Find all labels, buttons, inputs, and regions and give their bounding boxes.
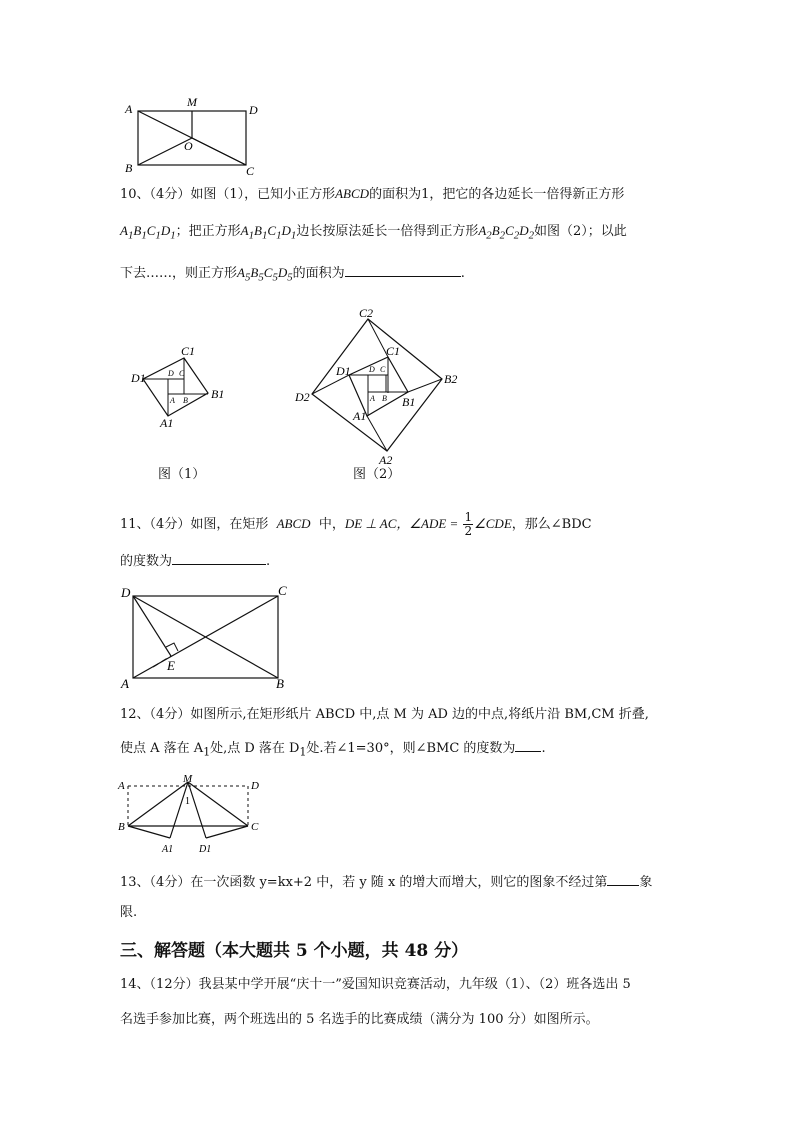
question-score: （4分） <box>149 187 191 202</box>
label-e: E <box>167 658 175 673</box>
question-number: 13、 <box>120 875 150 890</box>
q10-figure-1 <box>125 340 235 430</box>
label-b: B <box>125 161 133 175</box>
label-o: O <box>184 139 193 153</box>
q14-line2: 名选手参加比赛，两个班选出的 5 名选手的比赛成绩（满分为 100 分）如图所示。 <box>120 1012 599 1027</box>
label-a-small-fig2: A <box>370 394 375 403</box>
question-number: 12、 <box>120 707 150 722</box>
q11-line2: 的度数为 . <box>120 550 270 572</box>
label-a1-fig2: A1 <box>353 409 367 423</box>
label-a: A <box>125 102 133 116</box>
label-d-small-fig2: D <box>369 365 375 374</box>
q14-line1: 14、（12分）我县某中学开展“庆十一”爱国知识竞赛活动，九年级（1）、（2）班各选出 5 <box>120 977 631 992</box>
label-m: M <box>183 773 193 785</box>
label-c-small-fig2: C <box>380 365 386 374</box>
answer-blank[interactable] <box>607 871 639 886</box>
label-c1: C1 <box>181 344 196 358</box>
question-number: 11、 <box>120 517 150 532</box>
label-d1-fig2: D1 <box>336 364 351 378</box>
q10-line3: 下去……，则正方形$A_5B_5C_5D_5$的面积为 . <box>120 262 465 288</box>
label-d: D <box>251 780 259 792</box>
square-a1b1c1d1: $A_1B_1C_1D_1$ <box>120 223 176 242</box>
answer-blank[interactable] <box>345 262 461 277</box>
q12-line2: 使点 A 落在 $A_1$处,点 D 落在 $D_1$处.若∠1=30°，则∠BMC 的度数为 . <box>120 737 546 763</box>
label-b-small-fig2: B <box>382 394 387 403</box>
label-c-small: C <box>179 369 185 378</box>
label-a2: A2 <box>379 453 393 465</box>
label-c: C <box>278 583 287 598</box>
label-d-small: D <box>168 369 174 378</box>
figure-1-caption: 图（1） <box>158 467 206 482</box>
q10-line2: $A_1B_1C_1D_1$；把正方形$A_1B_1C_1D_1$边长按原法延长一倍得到正方形$A_2B_2C_2D_2$如图（2）；以此 <box>120 223 627 242</box>
label-a-small: A <box>170 396 175 405</box>
q10-line1: 10、（4分）如图（1），已知小正方形ABCD的面积为1，把它的各边延长一倍得新正方形 <box>120 186 625 202</box>
label-a: A <box>118 780 125 792</box>
q13-line1: 13、（4分）在一次函数 y=kx+2 中，若 y 随 x 的增大而增大，则它的图象不经过第 象 <box>120 871 652 893</box>
label-m: M <box>187 95 197 109</box>
answer-blank[interactable] <box>515 737 541 752</box>
label-b1-fig2: B1 <box>402 395 416 409</box>
q11-rectangle-figure <box>115 580 295 690</box>
label-d: D <box>121 585 131 600</box>
label-a1: A1 <box>160 416 174 430</box>
fraction-half: $\frac{1}{2}$ <box>464 510 473 538</box>
q12-fold-figure <box>112 772 272 857</box>
label-d: D <box>249 103 258 117</box>
angle-1-label: 1 <box>185 796 190 807</box>
label-c: C <box>246 164 255 175</box>
label-c1-fig2: C1 <box>386 344 401 358</box>
question-number: 14、 <box>120 977 150 992</box>
label-b2: B2 <box>444 372 458 386</box>
label-b-small: B <box>183 396 188 405</box>
label-b: B <box>276 676 284 690</box>
q11-line1: 11、（4分）如图，在矩形 ABCD 中，DE ⊥ AC，∠ADE = $\frac{1}{2}$ ∠CDE，那么∠BDC <box>120 510 592 538</box>
label-a: A <box>121 676 129 690</box>
figure-2-caption: 图（2） <box>353 467 401 482</box>
label-d1: D1 <box>131 371 146 385</box>
label-c2: C2 <box>359 306 374 320</box>
label-c: C <box>251 821 259 833</box>
answer-blank[interactable] <box>172 550 266 565</box>
label-d2: D2 <box>295 390 310 404</box>
top-rectangle-figure <box>118 95 268 175</box>
q12-line1: 12、（4分）如图所示,在矩形纸片 ABCD 中,点 M 为 AD 边的中点,将纸片沿 BM,CM 折叠, <box>120 707 649 722</box>
label-a1: A1 <box>162 844 174 855</box>
question-number: 10、 <box>120 187 150 202</box>
label-b1: B1 <box>211 387 225 401</box>
q13-line2: 限. <box>120 905 138 920</box>
label-d1: D1 <box>199 844 212 855</box>
q10-figure-2 <box>290 305 475 465</box>
section-heading: 三、解答题（本大题共 5 个小题，共 48 分） <box>120 941 469 961</box>
label-b: B <box>118 821 125 833</box>
